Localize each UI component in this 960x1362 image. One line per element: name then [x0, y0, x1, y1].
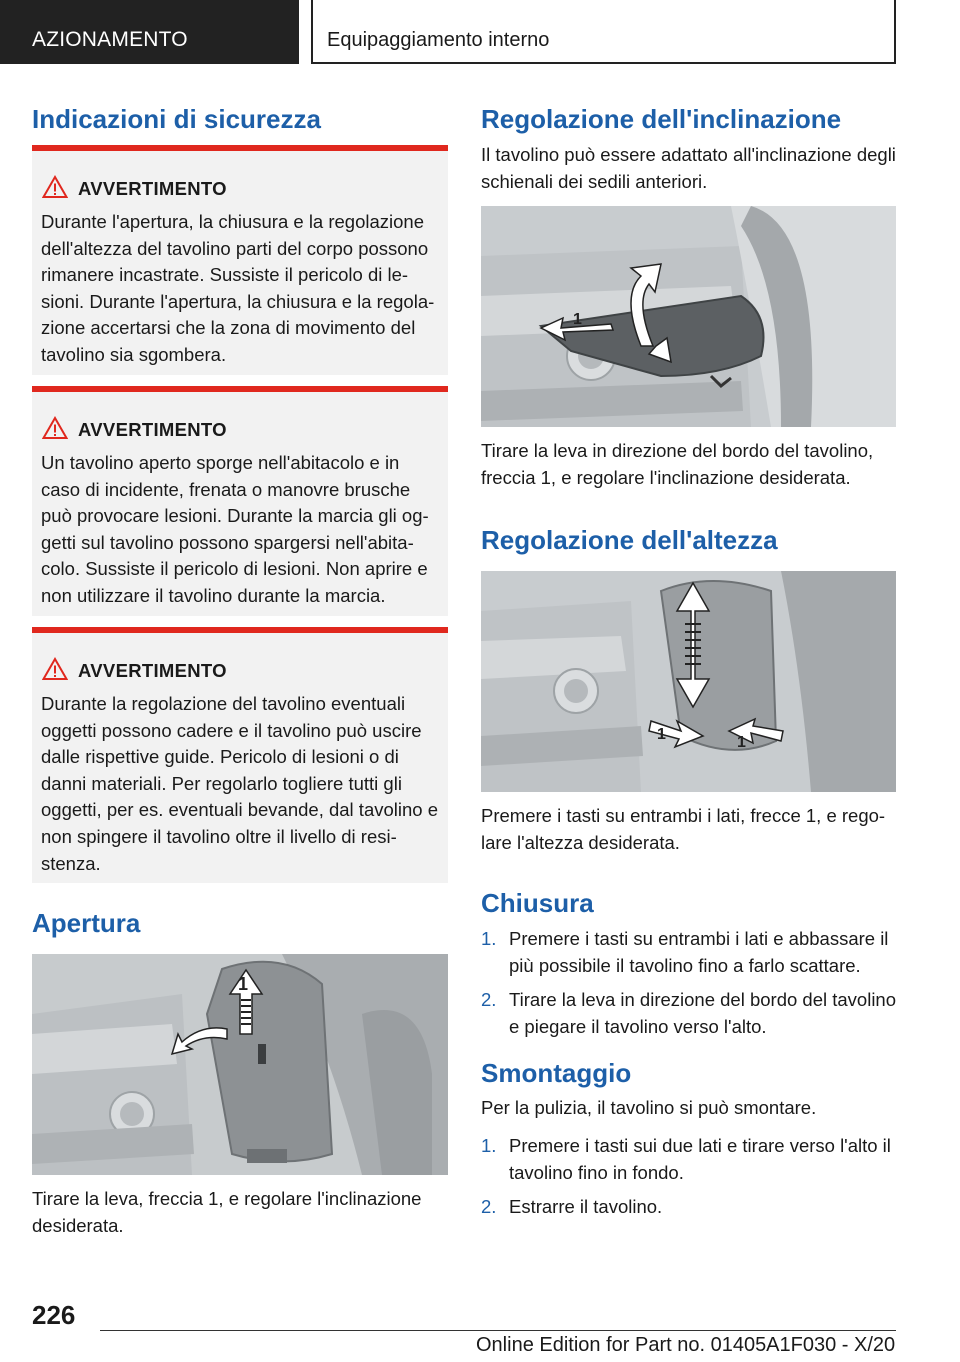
figure-arrow-label: 1: [573, 311, 582, 328]
header-section-tab: [0, 0, 299, 64]
warning-text: Durante l'apertura, la chiusura e la regolazione dell'altezza del tavolino parti del corpo possono rimanere incastrate. Sussiste il pericolo di lesioni. Durante l'apertura, la chiusura e la regolazione accertarsi che la zona di movimento del tavolino sia sgombera.: [41, 211, 435, 365]
closing-heading: Chiusura: [481, 888, 594, 918]
list-item: 1. Premere i tasti sui due lati e tirare verso l'alto il tavolino fino in fondo.: [481, 1135, 891, 1183]
opening-heading: Apertura: [32, 908, 141, 938]
height-caption: Premere i tasti su entrambi i lati, frecce 1, e regolare l'altezza desiderata.: [481, 805, 886, 853]
warning-box-2: [32, 386, 448, 616]
footer-edition: Online Edition for Part no. 01405A1F030 - X/20: [476, 1334, 896, 1356]
closing-steps: [481, 926, 896, 1048]
warning-title: AVVERTIMENTO: [78, 419, 227, 440]
list-item: 1. Premere i tasti su entrambi i lati e abbassare il più possibile il tavolino fino a farlo scattare.: [481, 928, 889, 976]
warning-triangle-icon: [42, 657, 68, 681]
warning-triangle-icon: [42, 416, 68, 440]
tilt-intro: Il tavolino può essere adattato all'inclinazione degli schienali dei sedili anteriori.: [481, 144, 896, 192]
warning-box-3: [32, 627, 448, 883]
warning-triangle-icon: [42, 175, 68, 199]
figure-arrow-label: 1: [737, 734, 746, 751]
warning-text: Un tavolino aperto sporge nell'abitacolo e in caso di incidente, frenata o manovre brusche può provocare lesioni. Durante la marcia gli oggetti sul tavolino possono spargersi nell'abitacolo. Sussiste il pericolo di lesioni. Non aprire e non utilizzare il tavolino durante la marcia.: [41, 452, 429, 606]
figure-arrow-label: 1: [657, 726, 666, 743]
figure-arrow-label: 1: [238, 974, 249, 994]
safety-heading: Indicazioni di sicurezza: [32, 104, 321, 134]
footer-divider: [100, 1330, 896, 1331]
tilt-heading: Regolazione dell'inclinazione: [481, 104, 842, 134]
tilt-figure: [481, 206, 896, 427]
header-subsection-tab: [311, 0, 896, 64]
removal-intro: Per la pulizia, il tavolino si può smontare.: [481, 1097, 817, 1118]
removal-steps: [481, 1133, 896, 1229]
warning-title: AVVERTIMENTO: [78, 660, 227, 681]
tilt-caption: Tirare la leva in direzione del bordo del tavolino, freccia 1, e regolare l'inclinazione desiderata.: [481, 440, 874, 488]
list-item: 2. Tirare la leva in direzione del bordo del tavolino e piegare il tavolino verso l'alto.: [481, 989, 897, 1037]
warning-title: AVVERTIMENTO: [78, 178, 227, 199]
warning-text: Durante la regolazione del tavolino eventuali oggetti possono cadere e il tavolino può uscire dalle rispettive guide. Pericolo di lesioni o di danni materiali. Per regolarlo togliere tutti gli oggetti, per es. eventuali bevande, dal tavolino e non spingere il tavolino oltre il livello di resistenza.: [41, 693, 439, 874]
opening-caption: Tirare la leva, freccia 1, e regolare l'inclinazione desiderata.: [32, 1188, 422, 1236]
page-number: 226: [32, 1300, 76, 1330]
header-section-title: AZIONAMENTO: [32, 28, 188, 51]
opening-figure: [32, 954, 448, 1175]
warning-box-1: [32, 145, 448, 375]
height-figure: [481, 571, 896, 792]
height-heading: Regolazione dell'altezza: [481, 525, 778, 555]
removal-heading: Smontaggio: [481, 1058, 632, 1088]
header-subsection-title: Equipaggiamento interno: [327, 29, 550, 51]
list-item: 2. Estrarre il tavolino.: [481, 1196, 663, 1218]
